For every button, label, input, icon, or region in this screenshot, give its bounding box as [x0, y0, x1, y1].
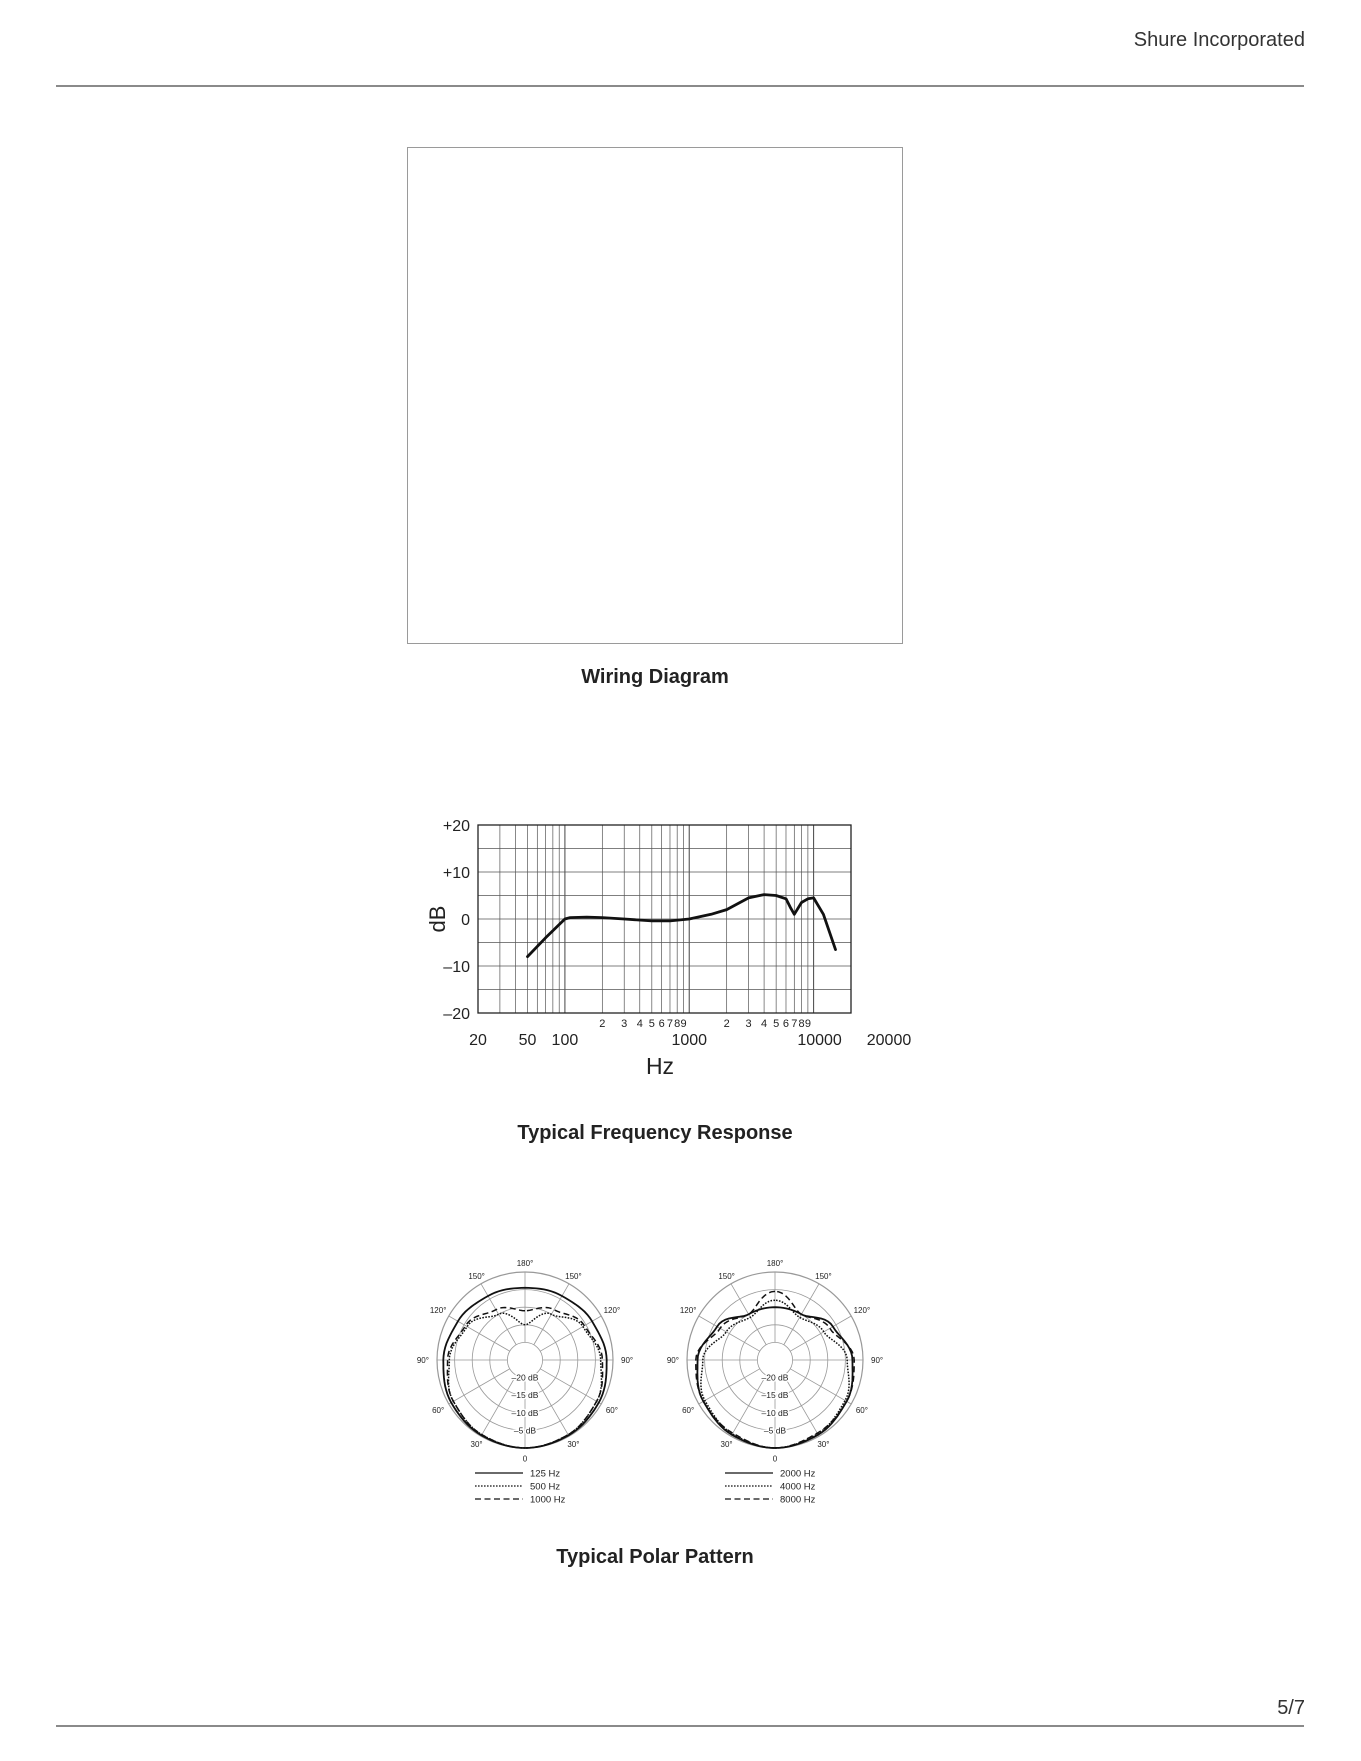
legend-label: 8000 Hz — [780, 1494, 816, 1506]
polar-spoke — [790, 1316, 851, 1351]
polar-angle-label: 180° — [516, 1259, 534, 1269]
frequency-response-caption: Typical Frequency Response — [517, 1122, 793, 1144]
response-curve — [528, 895, 836, 957]
polar-spoke — [699, 1369, 760, 1404]
y-axis-label: dB — [425, 905, 450, 933]
polar-ring-label: –10 dB — [761, 1407, 789, 1418]
polar-ring-label: –5 dB — [513, 1425, 537, 1436]
polar-angle-label: 60° — [432, 1406, 445, 1416]
polar-angle-label: 30° — [720, 1439, 733, 1449]
x-tick-label: 50 — [518, 1032, 537, 1049]
frequency-response-chart — [420, 805, 912, 1095]
polar-angle-label: 90° — [666, 1356, 679, 1365]
polar-angle-label: 90° — [621, 1356, 634, 1365]
polar-ring-label: –5 dB — [763, 1425, 787, 1436]
polar-pattern-caption: Typical Polar Pattern — [556, 1546, 754, 1568]
polar-spoke — [790, 1369, 851, 1404]
polar-angle-label: 60° — [682, 1406, 695, 1416]
x-minor-tick-label: 5 — [648, 1018, 655, 1030]
polar-angle-label: 0 — [772, 1454, 778, 1464]
polar-angle-label: 120° — [679, 1305, 697, 1315]
y-tick-label: –20 — [443, 1006, 470, 1023]
x-tick-label: 10000 — [797, 1032, 842, 1049]
x-tick-label: 20 — [469, 1032, 487, 1049]
polar-spoke — [540, 1369, 601, 1404]
x-minor-tick-label: 3 — [745, 1018, 752, 1030]
x-minor-tick-label: 7 — [791, 1018, 798, 1030]
y-tick-label: –10 — [443, 959, 470, 976]
footer-divider — [56, 1725, 1304, 1727]
x-minor-tick-label: 4 — [636, 1018, 643, 1030]
polar-angle-label: 90° — [416, 1356, 429, 1365]
legend-label: 2000 Hz — [780, 1468, 816, 1480]
polar-angle-label: 120° — [603, 1305, 621, 1315]
x-minor-tick-label: 9 — [804, 1018, 811, 1030]
legend-label: 4000 Hz — [780, 1481, 816, 1493]
polar-ring-label: –20 dB — [761, 1372, 789, 1383]
polar-angle-label: 0 — [522, 1454, 528, 1464]
x-minor-tick-label: 9 — [680, 1018, 687, 1030]
polar-angle-label: 60° — [855, 1406, 868, 1416]
polar-angle-label: 150° — [815, 1272, 832, 1282]
x-minor-tick-label: 7 — [666, 1018, 674, 1030]
x-axis-label: Hz — [645, 1053, 675, 1079]
x-minor-tick-label: 3 — [621, 1018, 628, 1030]
polar-ring-label: –10 dB — [511, 1407, 539, 1418]
x-minor-tick-label: 2 — [599, 1018, 606, 1030]
polar-ring-label: –20 dB — [511, 1372, 539, 1383]
x-minor-tick-label: 6 — [658, 1018, 665, 1030]
x-minor-tick-label: 6 — [782, 1018, 790, 1030]
polar-angle-label: 150° — [468, 1272, 485, 1282]
polar-pattern-charts — [415, 1252, 905, 1517]
header-divider — [56, 85, 1304, 87]
polar-spoke — [481, 1284, 516, 1345]
legend-label: 125 Hz — [530, 1468, 561, 1480]
x-minor-tick-label: 8 — [674, 1018, 681, 1030]
polar-ring-label: –15 dB — [511, 1390, 539, 1401]
polar-angle-label: 30° — [470, 1439, 483, 1449]
wiring-diagram-caption: Wiring Diagram — [581, 666, 729, 688]
legend-label: 500 Hz — [530, 1481, 561, 1493]
x-tick-label: 1000 — [671, 1032, 708, 1049]
polar-angle-label: 120° — [853, 1305, 871, 1315]
polar-angle-label: 150° — [718, 1272, 735, 1282]
x-minor-tick-label: 4 — [761, 1018, 768, 1030]
polar-spoke — [731, 1375, 766, 1436]
polar-spoke — [699, 1316, 760, 1351]
polar-angle-label: 180° — [766, 1259, 784, 1269]
y-tick-label: 0 — [461, 912, 470, 929]
polar-spoke — [481, 1375, 516, 1436]
x-tick-label: 20000 — [866, 1032, 912, 1049]
legend-label: 1000 Hz — [530, 1494, 566, 1506]
x-tick-label: 100 — [551, 1032, 579, 1049]
polar-spoke — [449, 1369, 510, 1404]
polar-angle-label: 120° — [429, 1305, 447, 1315]
polar-spoke — [784, 1375, 819, 1436]
polar-angle-label: 60° — [605, 1406, 618, 1416]
page-number: 5/7 — [1277, 1697, 1305, 1719]
x-minor-tick-label: 8 — [798, 1018, 805, 1030]
wiring-diagram-image — [407, 147, 903, 644]
polar-ring-label: –15 dB — [761, 1390, 789, 1401]
polar-angle-label: 150° — [565, 1272, 582, 1282]
y-tick-label: +20 — [442, 818, 470, 835]
company-name: Shure Incorporated — [1133, 29, 1305, 51]
x-minor-tick-label: 2 — [723, 1018, 730, 1030]
y-tick-label: +10 — [442, 865, 470, 882]
polar-angle-label: 30° — [817, 1439, 830, 1449]
polar-spoke — [534, 1375, 569, 1436]
polar-angle-label: 90° — [871, 1356, 884, 1365]
polar-angle-label: 30° — [567, 1439, 580, 1449]
x-minor-tick-label: 5 — [773, 1018, 780, 1030]
